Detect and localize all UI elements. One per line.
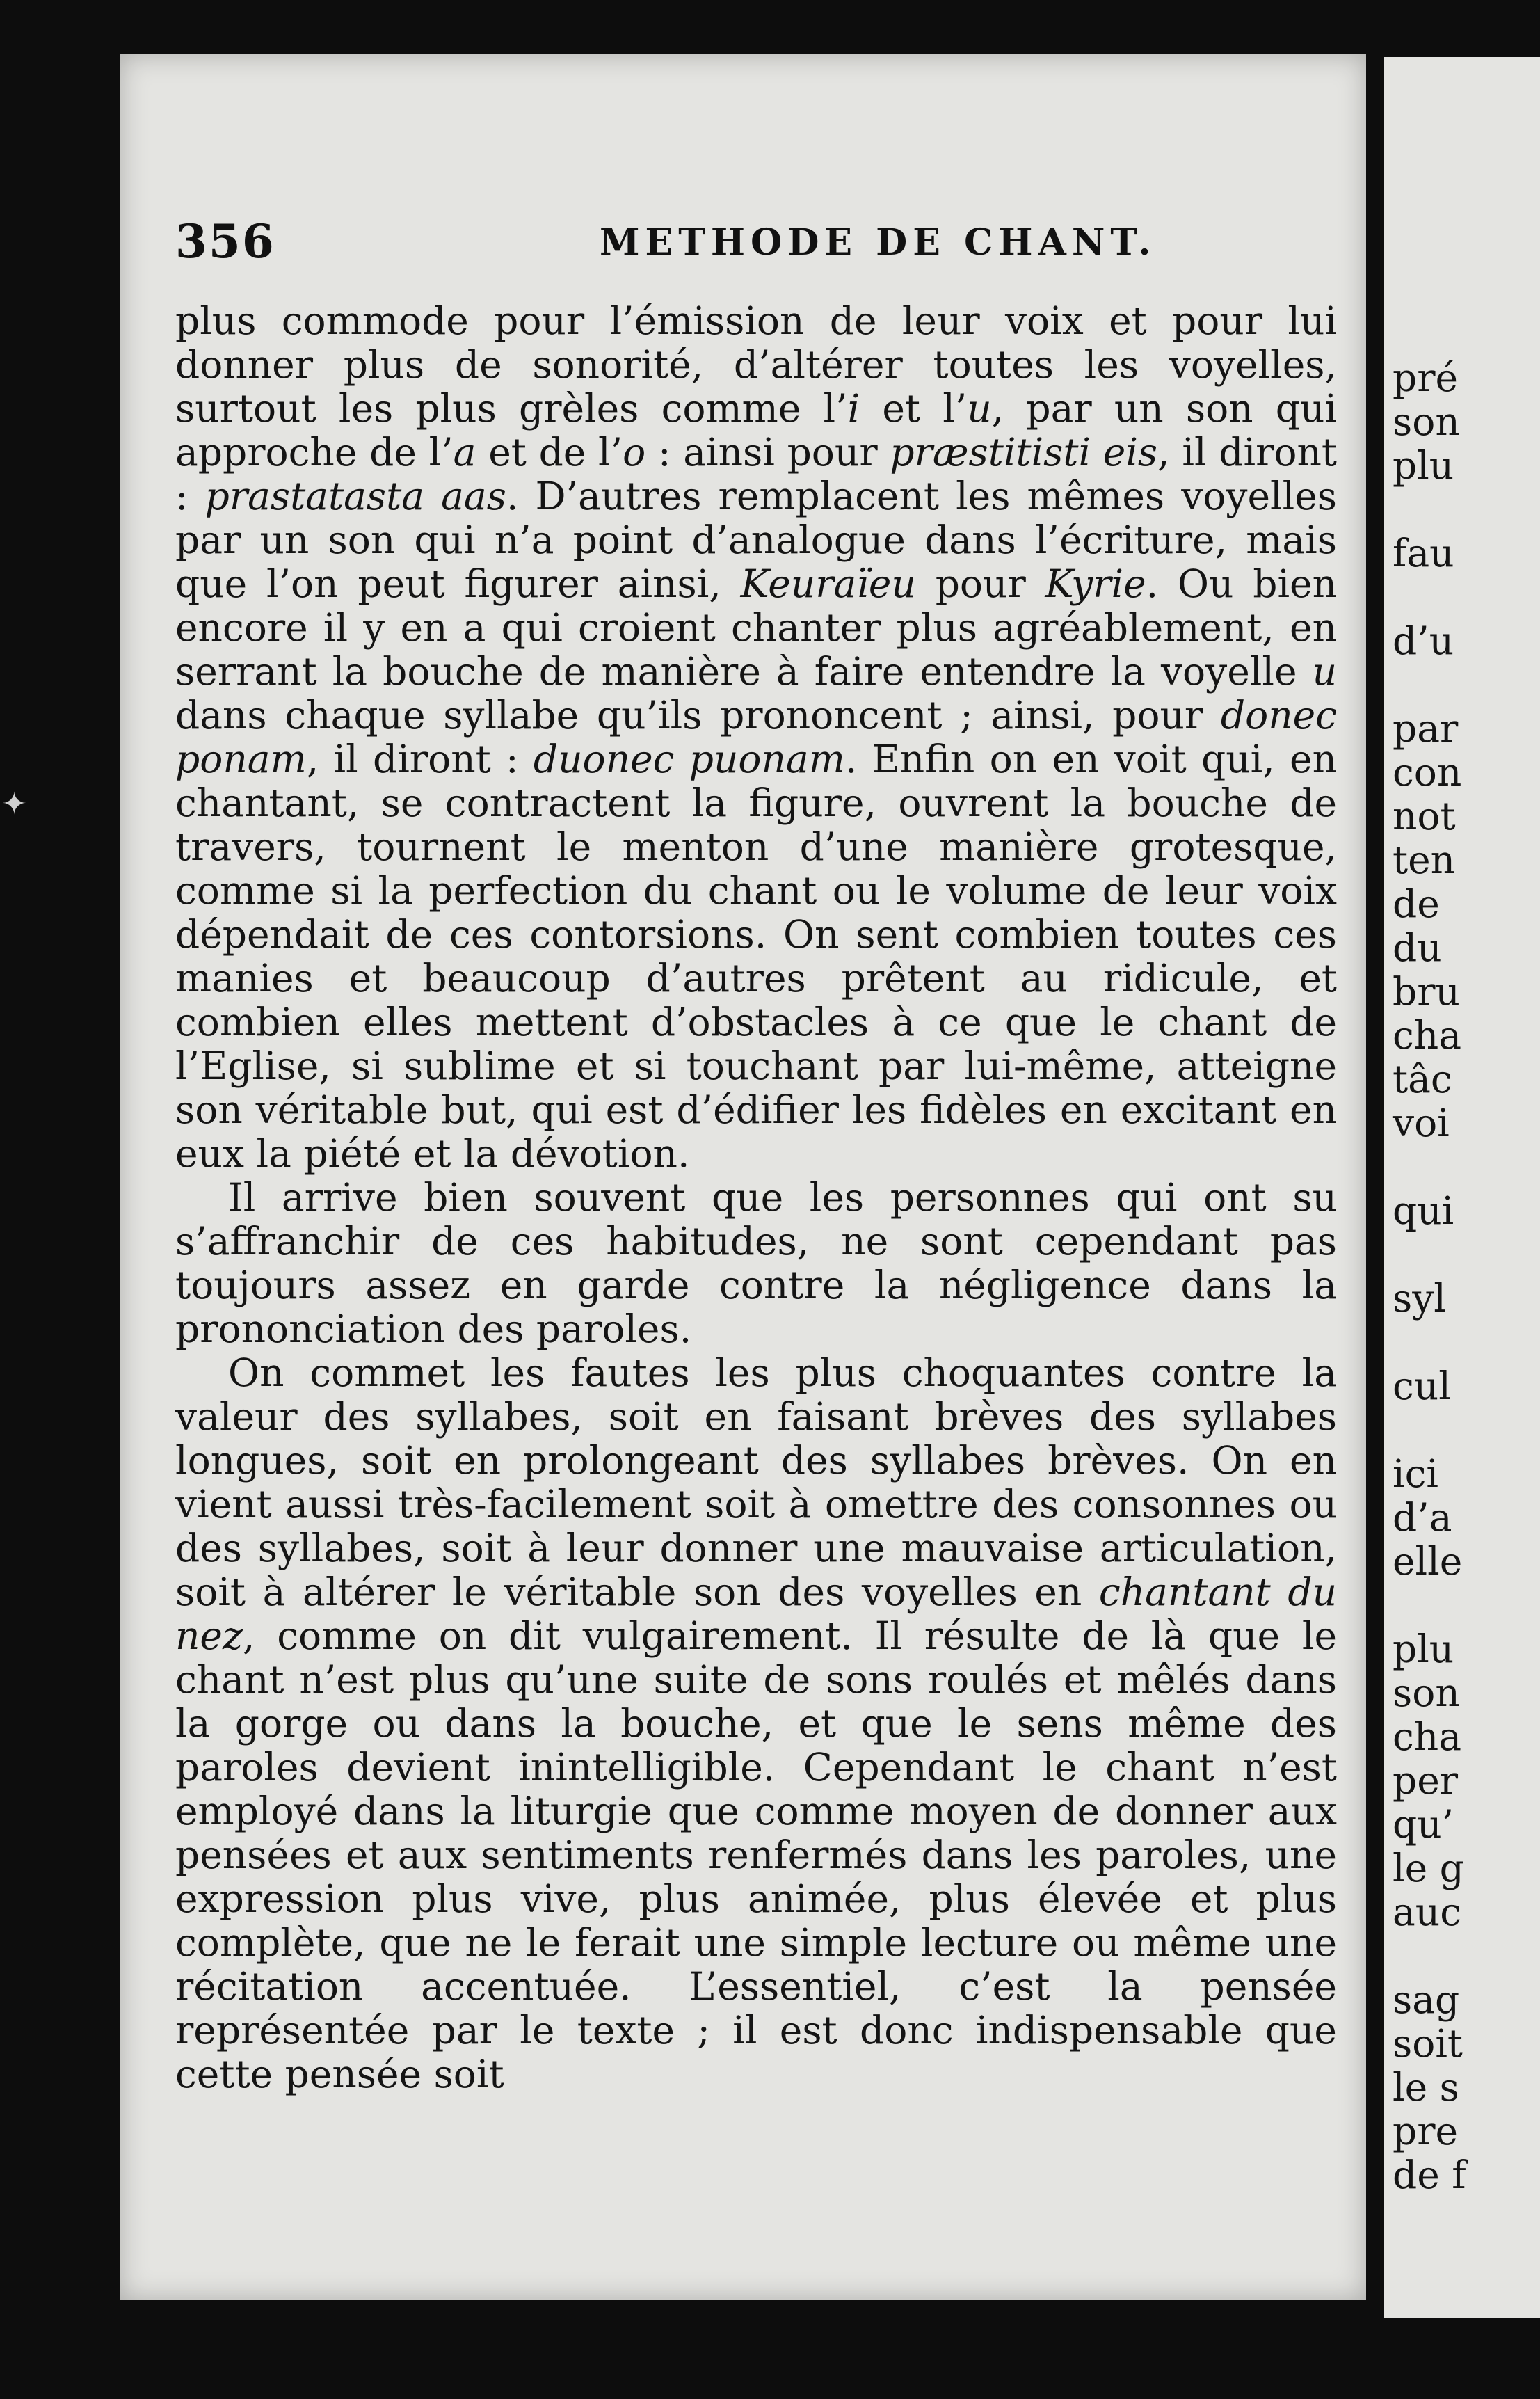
text-run: plus commode pour l’émission de leur voix et pour lui donner plus de sonorité, d’altérer toutes les voyelles, surtout les plus grèles comme l’	[175, 298, 1337, 431]
paragraph-2: Il arrive bien souvent que les personnes qui ont su s’affranchir de ces habitudes, ne sont cependant pas toujours assez en garde contre la négligence dans la prononciation des paroles.	[175, 1175, 1337, 1351]
text-run: . Ou bien encore il y en a qui croient chanter plus agréablement, en serrant la bouche de manière à faire entendre la voyelle	[175, 561, 1338, 694]
italic-run: Kyrie	[1045, 561, 1146, 606]
text-run: pour	[915, 561, 1045, 606]
italic-run: præstitisti eis	[890, 430, 1158, 475]
fragment-line: con	[1393, 750, 1462, 795]
page-header	[175, 163, 1337, 267]
fragment-line: son	[1393, 1671, 1460, 1715]
text-run: , par un son qui approche de l’	[175, 386, 1337, 475]
fragment-line: per	[1393, 1758, 1459, 1803]
italic-run: chantant du nez	[175, 1570, 1338, 1658]
text-run: . Enfin on en voit qui, en chantant, se contractent la figure, ouvrent la bouche de travers, tournent le menton d’une manière grotesque, comme si la perfection du chant ou le volume de leur voix dépendait de ces contorsions. On sent combien toutes ces manies et beaucoup d’autres prêtent au ridicule, et combien elles mettent d’obstacles à ce que le chant de l’Eglise, si sublime et si touchant par lui-même, atteigne son véritable but, qui est d’édifier les fidèles en excitant en eux la piété et la dévotion.	[175, 737, 1338, 1176]
italic-run: u	[1312, 649, 1337, 694]
paragraph-1	[175, 299, 1337, 1176]
fragment-line	[1384, 1408, 1540, 1452]
fragment-line: le s	[1393, 2065, 1459, 2110]
fragment-line: cha	[1393, 1013, 1462, 1058]
fragment-line: qu’	[1393, 1802, 1454, 1847]
italic-run: prastatasta aas	[204, 474, 506, 518]
fragment-line	[1384, 1145, 1540, 1189]
paragraph-3	[175, 1351, 1337, 2096]
fragment-line: qui	[1393, 1188, 1454, 1233]
fragment-line: cul	[1393, 1364, 1451, 1408]
fragment-line: bru	[1393, 969, 1460, 1014]
text-run: , il diront :	[175, 430, 1337, 518]
page-number: 356	[175, 214, 275, 269]
fragment-line	[1384, 1584, 1540, 1627]
fragment-line	[1384, 663, 1540, 707]
text-run: , comme on dit vulgairement. Il résulte de là que le chant n’est plus qu’une suite de sons roulés et mêlés dans la gorge ou dans la bouche, et que le sens même des paroles devient inintelligible. Cependant le chant n’est employé dans la liturgie que comme moyen de donner aux pensées et aux sentiments renfermés dans les paroles, une expression plus vive, plus animée, plus élevée et plus complète, que ne le ferait une simple lecture ou même une récitation accentuée. L’essentiel, c’est la pensée représentée par le texte ; il est donc indispensable que cette pensée soit	[175, 1613, 1337, 2096]
fragment-line: pré	[1393, 356, 1459, 400]
adjacent-page-fragments	[1384, 356, 1540, 2197]
italic-run: a	[453, 430, 476, 475]
fragment-line: sag	[1393, 1977, 1460, 2022]
text-run: , il diront :	[306, 737, 534, 781]
fragment-line	[1384, 1321, 1540, 1364]
body-text	[175, 299, 1337, 2096]
italic-run: Keuraïeu	[740, 561, 916, 606]
fragment-line: pre	[1393, 2109, 1459, 2153]
fragment-line: fau	[1393, 531, 1454, 575]
fragment-line: de	[1393, 882, 1440, 926]
fragment-line: soit	[1393, 2021, 1463, 2066]
text-run: et de l’	[476, 430, 623, 475]
fragment-line: de f	[1393, 2153, 1466, 2197]
fragment-line: not	[1393, 794, 1456, 838]
fragment-line	[1384, 488, 1540, 532]
fragment-line: d’u	[1393, 619, 1454, 663]
fragment-line: du	[1393, 925, 1442, 970]
fragment-line: tâc	[1393, 1057, 1452, 1101]
fragment-line: le g	[1393, 1846, 1464, 1890]
text-run: et l’	[860, 386, 968, 431]
fragment-line: par	[1393, 706, 1459, 751]
fragment-line	[1384, 1233, 1540, 1277]
italic-run: donec ponam	[175, 693, 1337, 781]
fragment-line: ten	[1393, 838, 1456, 882]
text-run: : ainsi pour	[645, 430, 890, 475]
fragment-line: plu	[1393, 443, 1454, 488]
fragment-line: d’a	[1393, 1495, 1452, 1540]
text-run: . D’autres remplacent les mêmes voyelles par un son qui n’a point d’analogue dans l’écriture, mais que l’on peut figurer ainsi,	[175, 474, 1337, 606]
fragment-line: son	[1393, 399, 1460, 444]
fragment-line: ici	[1393, 1451, 1438, 1496]
adjacent-page	[1384, 57, 1540, 2318]
fragment-line: voi	[1393, 1101, 1450, 1145]
italic-run: duonec puonam	[533, 737, 845, 781]
margin-mark: ✦	[1, 786, 27, 822]
italic-run: u	[967, 386, 992, 431]
fragment-line	[1384, 575, 1540, 619]
fragment-line: elle	[1393, 1539, 1463, 1584]
italic-run: o	[623, 430, 646, 475]
fragment-line: plu	[1393, 1627, 1454, 1671]
text-run: On commet les fautes les plus choquantes contre la valeur des syllabes, soit en faisant brèves des syllabes longues, soit en prolongeant des syllabes brèves. On en vient aussi très-facilement soit à omettre des consonnes ou des syllabes, soit à leur donner une mauvaise articulation, soit à altérer le véritable son des voyelles en	[175, 1350, 1337, 1614]
fragment-line: auc	[1393, 1890, 1462, 1934]
fragment-line: syl	[1393, 1276, 1446, 1321]
running-title: METHODE DE CHANT.	[600, 221, 1157, 264]
fragment-line	[1384, 1934, 1540, 1978]
italic-run: i	[847, 386, 860, 431]
fragment-line: cha	[1393, 1714, 1462, 1759]
text-run: dans chaque syllabe qu’ils prononcent ; ainsi, pour	[175, 693, 1221, 738]
